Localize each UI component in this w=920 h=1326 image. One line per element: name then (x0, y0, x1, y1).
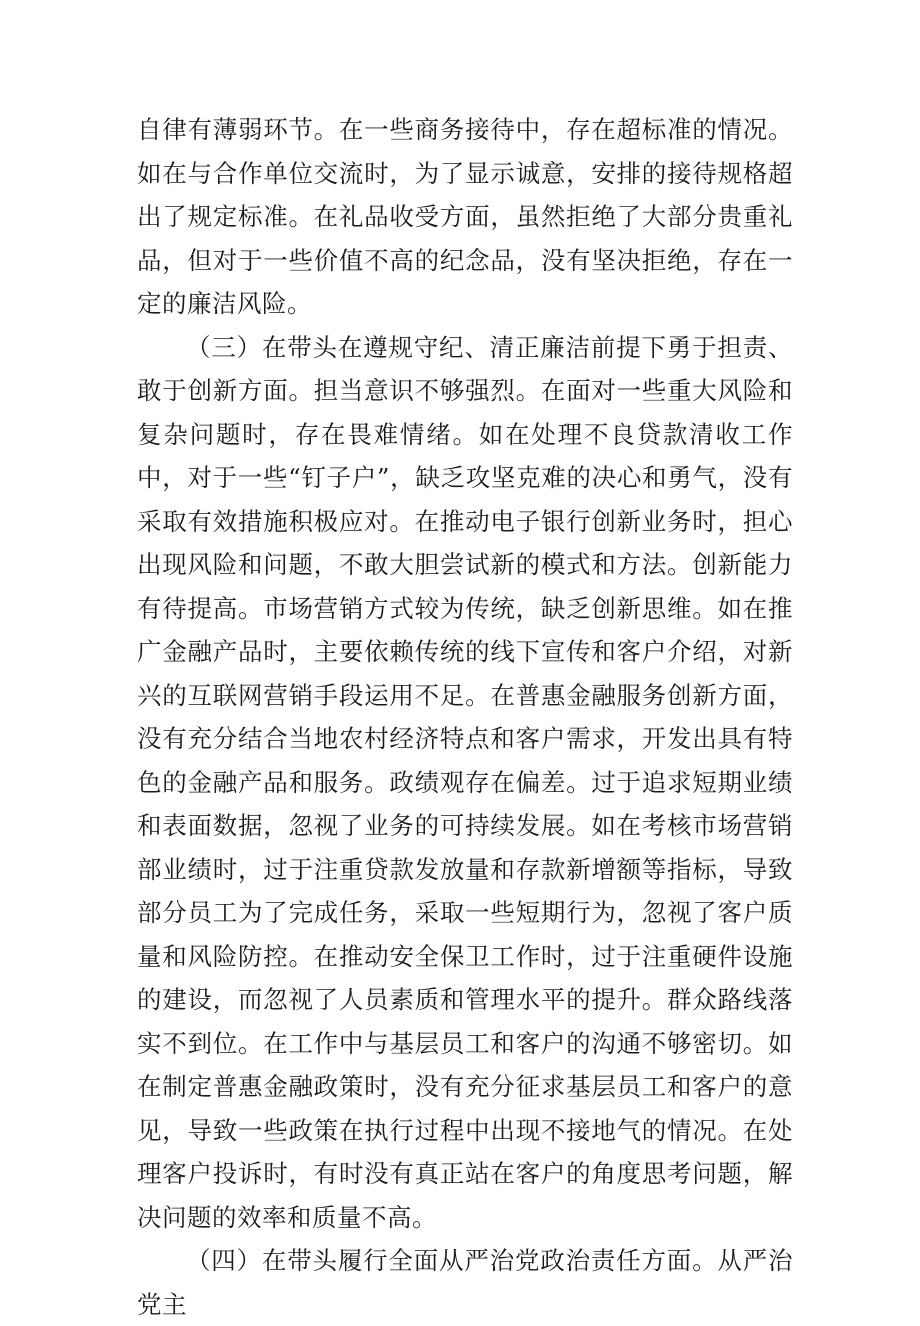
paragraph-section-four: （四）在带头履行全面从严治党政治责任方面。从严治党主 (137, 1246, 793, 1319)
paragraph-continuation: 自律有薄弱环节。在一些商务接待中，存在超标准的情况。如在与合作单位交流时，为了显示诚意，安排的接待规格超出了规定标准。在礼品收受方面，虽然拒绝了大部分贵重礼品，但对于一些价值不高的纪念品，没有坚决拒绝，存在一定的廉洁风险。 (137, 115, 793, 318)
paragraph-section-three: （三）在带头在遵规守纪、清正廉洁前提下勇于担责、敢于创新方面。担当意识不够强烈。在面对一些重大风险和复杂问题时，存在畏难情绪。如在处理不良贷款清收工作中，对于一些“钉子户”，缺乏攻坚克难的决心和勇气，没有采取有效措施积极应对。在推动电子银行创新业务时，担心出现风险和问题，不敢大胆尝试新的模式和方法。创新能力有待提高。市场营销方式较为传统，缺乏创新思维。如在推广金融产品时，主要依赖传统的线下宣传和客户介绍，对新兴的互联网营销手段运用不足。在普惠金融服务创新方面，没有充分结合当地农村经济特点和客户需求，开发出具有特色的金融产品和服务。政绩观存在偏差。过于追求短期业绩和表面数据，忽视了业务的可持续发展。如在考核市场营销部业绩时，过于注重贷款发放量和存款新增额等指标，导致部分员工为了完成任务，采取一些短期行为，忽视了客户质量和风险防控。在推动安全保卫工作时，过于注重硬件设施的建设，而忽视了人员素质和管理水平的提升。群众路线落实不到位。在工作中与基层员工和客户的沟通不够密切。如在制定普惠金融政策时，没有充分征求基层员工和客户的意见，导致一些政策在执行过程中出现不接地气的情况。在处理客户投诉时，有时没有真正站在客户的角度思考问题，解决问题的效率和质量不高。 (137, 332, 793, 1232)
document-body (137, 108, 793, 1326)
